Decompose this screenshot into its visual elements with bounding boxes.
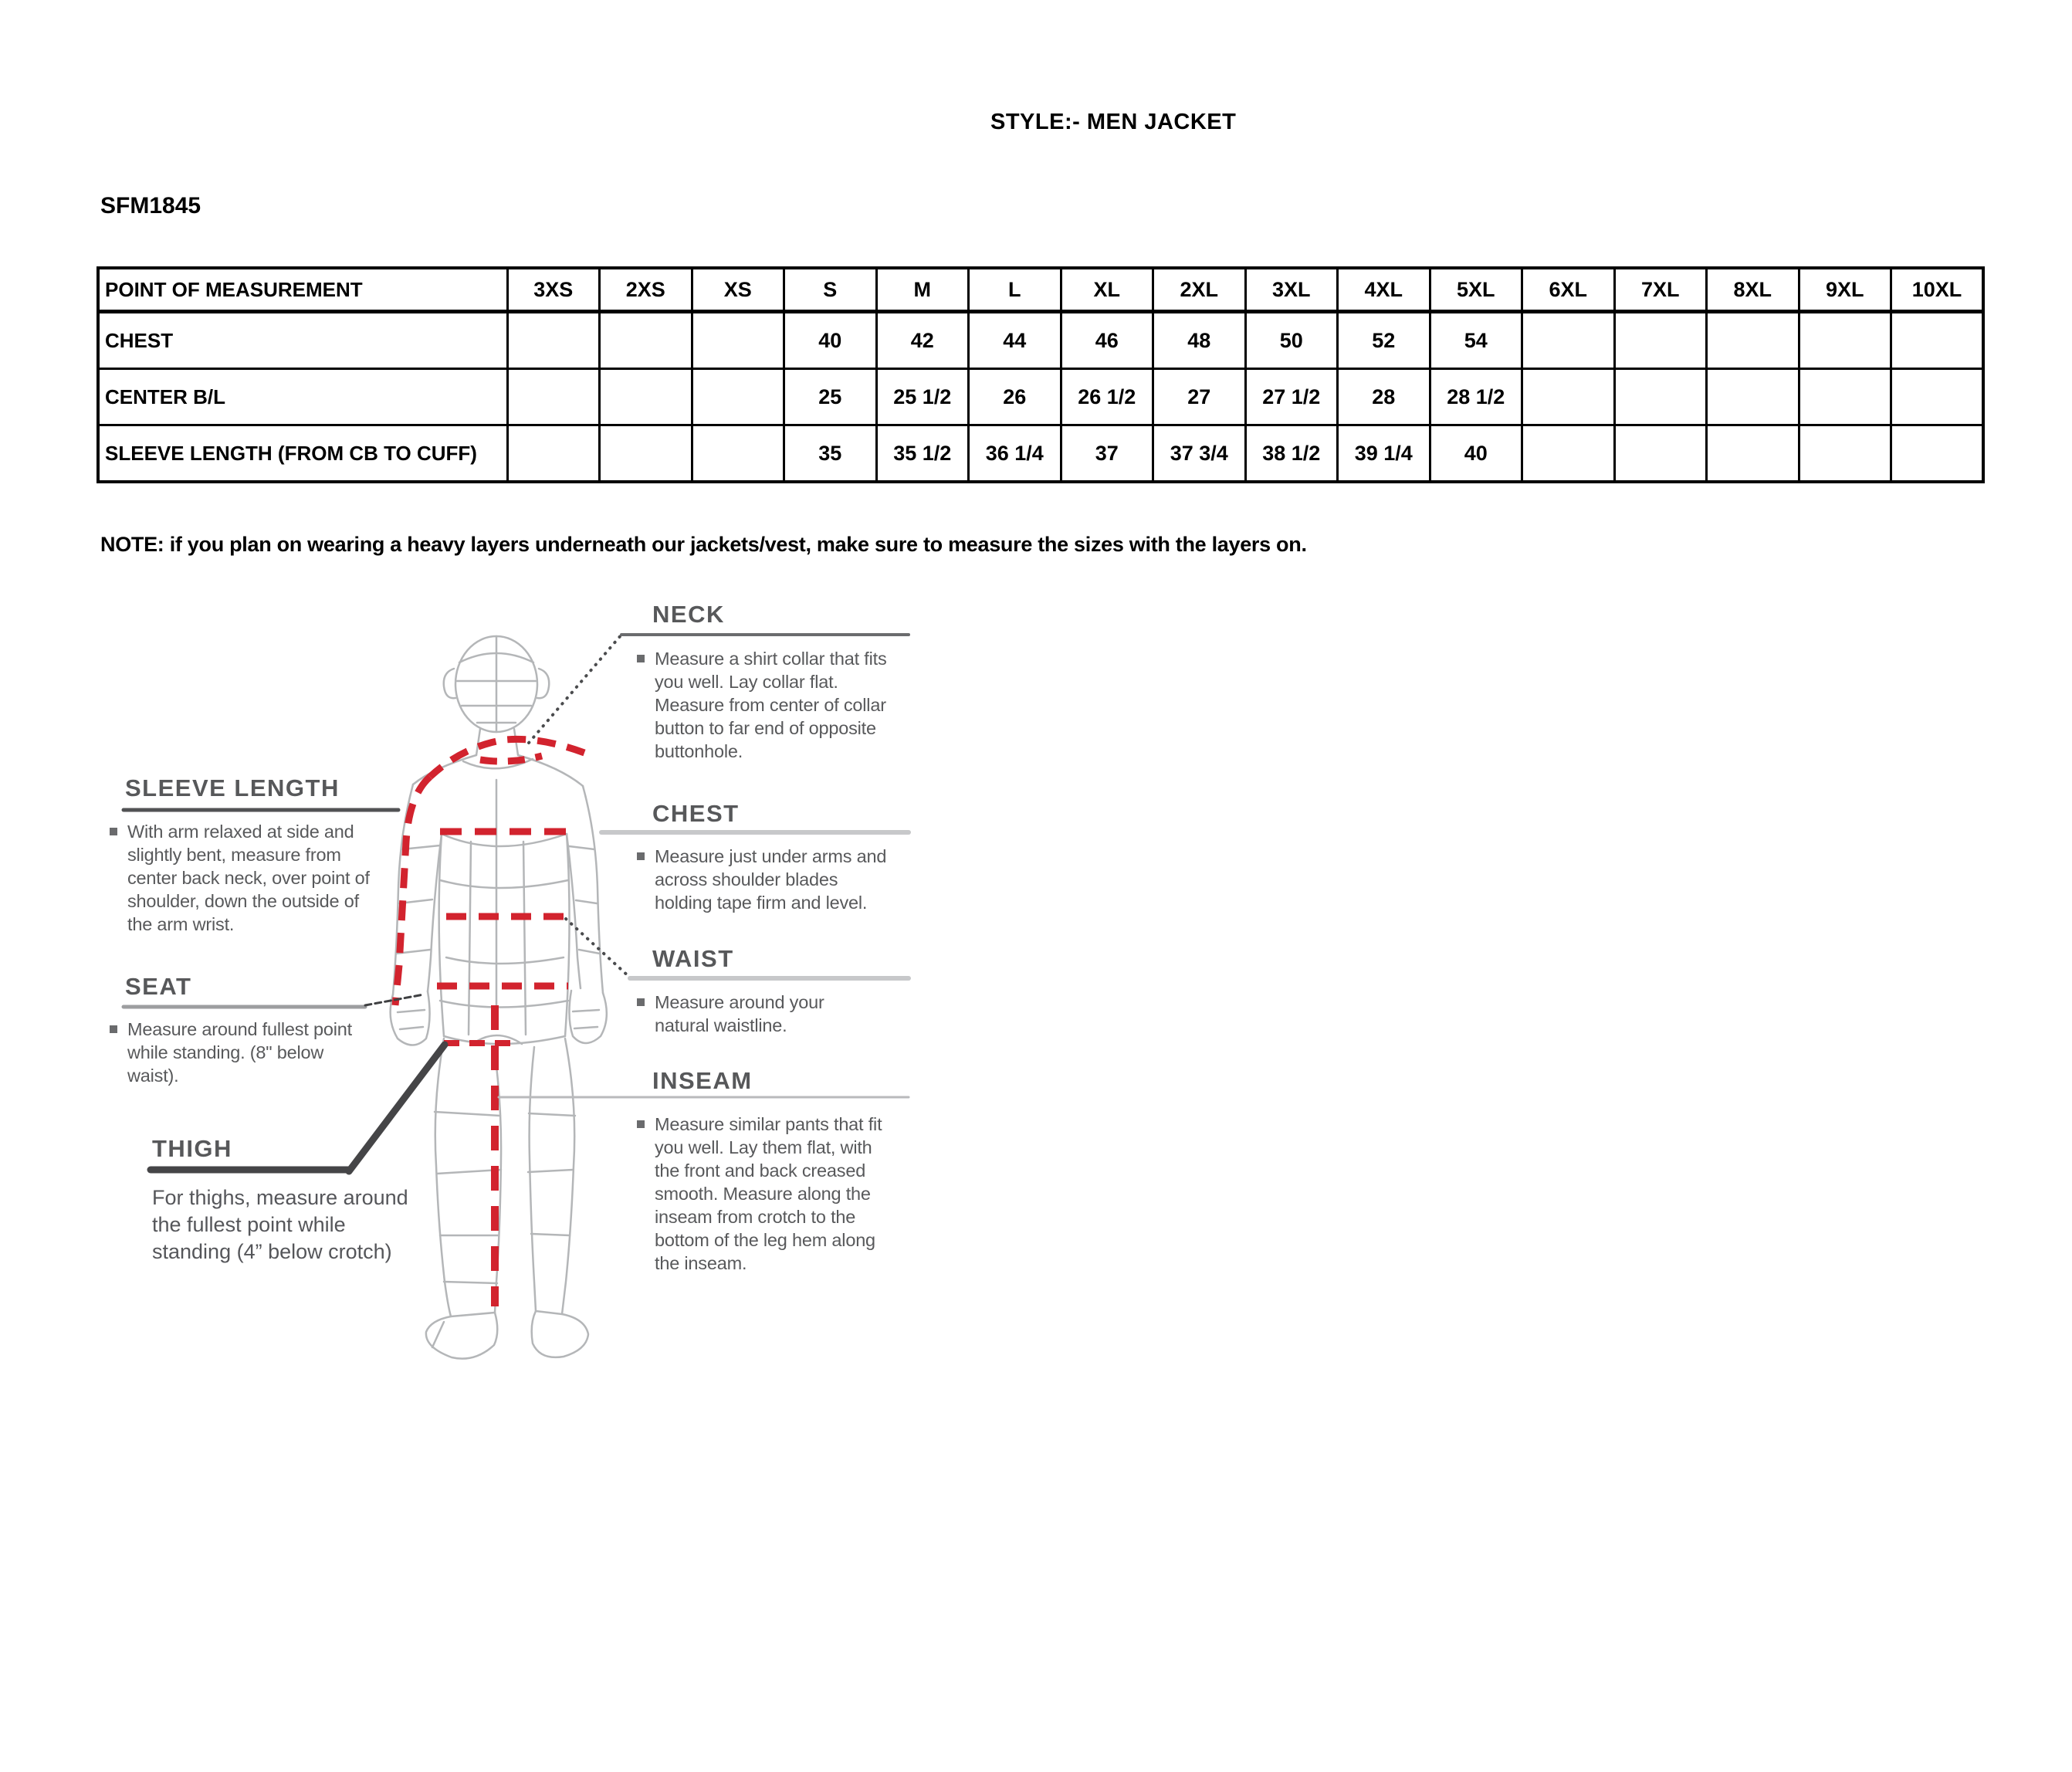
size-value-cell [1522,312,1615,369]
size-value-cell: 54 [1430,312,1522,369]
size-value-cell [692,312,784,369]
seat-description-text: Measure around fullest point while standing. (8" below waist). [127,1019,352,1086]
size-value-cell [1799,425,1891,483]
size-value-cell [1614,425,1707,483]
size-value-cell [507,425,600,483]
size-column-header: 3XS [507,268,600,312]
size-value-cell: 27 [1153,369,1246,425]
sleeve-length-heading: SLEEVE LENGTH [125,774,340,801]
size-column-header: 3XL [1245,268,1338,312]
measurement-row-label: SLEEVE LENGTH (FROM CB TO CUFF) [98,425,507,483]
thigh-heading: THIGH [152,1135,232,1162]
size-value-cell: 40 [784,312,877,369]
size-column-header: 6XL [1522,268,1615,312]
size-column-header: 9XL [1799,268,1891,312]
size-value-cell [1799,312,1891,369]
note-text: NOTE: if you plan on wearing a heavy layers underneath our jackets/vest, make sure to measure the sizes with the layers on. [100,533,1307,556]
size-value-cell: 35 [784,425,877,483]
size-value-cell: 50 [1245,312,1338,369]
square-bullet-icon [637,1120,645,1128]
size-table [96,266,1985,483]
size-table-header-row [98,268,1983,312]
size-value-cell: 28 1/2 [1430,369,1522,425]
sleeve-length-description-text: With arm relaxed at side and slightly bent, measure from center back neck, over point of shoulder, down the outside of the arm wrist. [127,822,370,934]
waist-connector-line [566,919,630,977]
waist-heading: WAIST [652,945,734,972]
size-value-cell [1891,425,1984,483]
size-value-cell [507,312,600,369]
size-column-header: 2XS [600,268,692,312]
square-bullet-icon [637,998,645,1006]
square-bullet-icon [637,852,645,860]
size-value-cell [1707,369,1799,425]
size-value-cell: 52 [1338,312,1430,369]
chest-description [637,845,892,914]
size-value-cell [600,312,692,369]
sleeve-length-description [110,820,380,936]
size-column-header: 10XL [1891,268,1984,312]
size-value-cell: 26 [969,369,1061,425]
measurement-row [98,312,1983,369]
size-column-header: XL [1061,268,1153,312]
size-value-cell [1891,369,1984,425]
inseam-heading: INSEAM [652,1067,753,1094]
size-column-header: L [969,268,1061,312]
collar-measure-line [480,756,542,761]
size-value-cell: 25 [784,369,877,425]
mannequin-figure [391,636,607,1359]
size-value-cell [1522,369,1615,425]
size-value-cell [600,425,692,483]
square-bullet-icon [110,1025,117,1033]
seat-description [110,1018,364,1087]
style-number: SFM1845 [100,193,201,219]
size-value-cell: 48 [1153,312,1246,369]
size-value-cell: 35 1/2 [876,425,969,483]
measurement-row [98,425,1983,483]
size-value-cell: 38 1/2 [1245,425,1338,483]
measurement-row-label: CENTER B/L [98,369,507,425]
neck-connector-line [529,635,621,743]
neck-measure-line [430,739,584,777]
size-value-cell: 37 [1061,425,1153,483]
size-value-cell: 40 [1430,425,1522,483]
seat-heading: SEAT [125,973,192,1000]
size-value-cell: 36 1/4 [969,425,1061,483]
inseam-description [637,1113,895,1275]
size-value-cell [692,425,784,483]
neck-heading: NECK [652,601,725,628]
waist-description-text: Measure around your natural waistline. [655,992,824,1035]
square-bullet-icon [637,655,645,662]
size-value-cell [1614,312,1707,369]
size-value-cell [1522,425,1615,483]
thigh-description: For thighs, measure around the fullest point while standing (4” below crotch) [152,1186,408,1263]
inseam-description-text: Measure similar pants that fit you well. Lay them flat, with the front and back creased smooth. Measure along the inseam from crotch to the bottom of the leg hem along the inseam. [655,1114,882,1273]
neck-description-text: Measure a shirt collar that fits you well. Lay collar flat. Measure from center of collar button to far end of opposite buttonhole. [655,649,887,761]
size-value-cell: 44 [969,312,1061,369]
sleeve-measure-line [395,777,430,1005]
chest-heading: CHEST [652,800,740,827]
size-value-cell [1707,312,1799,369]
size-value-cell [1614,369,1707,425]
size-value-cell [600,369,692,425]
size-column-header: S [784,268,877,312]
size-value-cell [1891,312,1984,369]
size-column-header: XS [692,268,784,312]
chest-description-text: Measure just under arms and across shoulder blades holding tape firm and level. [655,846,887,913]
size-column-header: 7XL [1614,268,1707,312]
page-title: STYLE:- MEN JACKET [990,110,1237,134]
size-value-cell [692,369,784,425]
size-value-cell: 27 1/2 [1245,369,1338,425]
size-value-cell: 46 [1061,312,1153,369]
size-column-header: 2XL [1153,268,1246,312]
size-value-cell: 28 [1338,369,1430,425]
neck-description [637,647,892,763]
measurement-row [98,369,1983,425]
size-value-cell: 39 1/4 [1338,425,1430,483]
size-value-cell: 26 1/2 [1061,369,1153,425]
size-value-cell [1707,425,1799,483]
size-value-cell [507,369,600,425]
size-column-header: 4XL [1338,268,1430,312]
seat-connector-line [365,994,424,1005]
point-of-measurement-header: POINT OF MEASUREMENT [98,268,507,312]
square-bullet-icon [110,828,117,835]
size-value-cell [1799,369,1891,425]
size-column-header: 8XL [1707,268,1799,312]
size-column-header: 5XL [1430,268,1522,312]
measurement-row-label: CHEST [98,312,507,369]
size-value-cell: 37 3/4 [1153,425,1246,483]
size-value-cell: 42 [876,312,969,369]
waist-description [637,991,868,1037]
size-value-cell: 25 1/2 [876,369,969,425]
size-column-header: M [876,268,969,312]
